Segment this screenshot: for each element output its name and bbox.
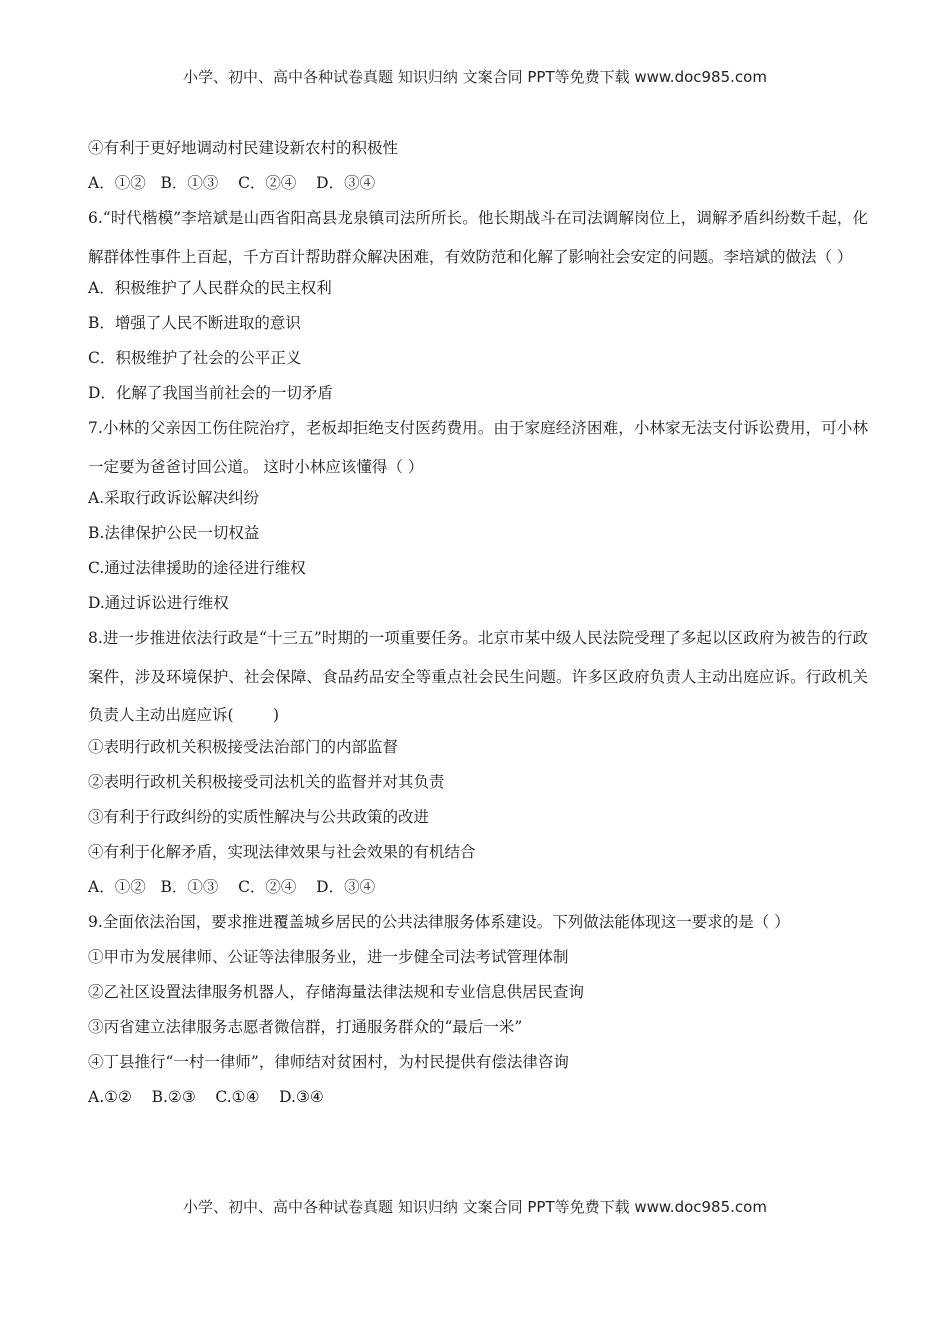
q8-item-2: ②表明行政机关积极接受司法机关的监督并对其负责	[88, 772, 445, 791]
q8-choices: A．①② B．①③ C．②④ D．③④	[88, 877, 376, 896]
q6-stem: 6.“时代楷模”李培斌是山西省阳高县龙泉镇司法所所长。他长期战斗在司法调解岗位上，调解矛盾纠纷数千起，化解群体性事件上百起，千方百计帮助群众解决困难，有效防范和化解了影响社会安定的问题。李培斌的做法（ ）	[88, 209, 868, 266]
q7-option-a: A.采取行政诉讼解决纠纷	[88, 489, 260, 507]
q6-option-d: D．化解了我国当前社会的一切矛盾	[88, 384, 333, 402]
q9-item-3: ③丙省建立法律服务志愿者微信群，打通服务群众的“最后一米”	[88, 1017, 523, 1036]
prev-choices: A．①② B．①③ C．②④ D．③④	[88, 174, 376, 192]
q6-option-a: A．积极维护了人民群众的民主权利	[88, 279, 332, 297]
q6-option-b: B．增强了人民不断进取的意识	[88, 314, 301, 332]
exam-content	[88, 136, 868, 1120]
q7-option-b: B.法律保护公民一切权益	[88, 524, 260, 542]
q8-item-4: ④有利于化解矛盾，实现法律效果与社会效果的有机结合	[88, 842, 476, 861]
prev-item-4: ④有利于更好地调动村民建设新农村的积极性	[88, 139, 399, 157]
q7-option-d: D.通过诉讼进行维权	[88, 594, 229, 612]
q8-item-3: ③有利于行政纠纷的实质性解决与公共政策的改进	[88, 807, 430, 826]
q9-item-2: ②乙社区设置法律服务机器人，存储海量法律法规和专业信息供居民查询	[88, 982, 585, 1001]
q9-stem: 9.全面依法治国，要求推进覆盖城乡居民的公共法律服务体系建设。下列做法能体现这一要求的是（ ）	[88, 912, 790, 931]
q8-item-1: ①表明行政机关积极接受法治部门的内部监督	[88, 737, 399, 756]
footer-banner: 小学、初中、高中各种试卷真题 知识归纳 文案合同 PPT等免费下载 www.doc985.com	[183, 1198, 767, 1216]
q9-choices: A.①② B.②③ C.①④ D.③④	[88, 1087, 324, 1106]
q9-item-1: ①甲市为发展律师、公证等法律服务业，进一步健全司法考试管理体制	[88, 947, 569, 966]
q7-option-c: C.通过法律援助的途径进行维权	[88, 559, 306, 577]
q9-item-4: ④丁县推行“一村一律师”，律师结对贫困村，为村民提供有偿法律咨询	[88, 1052, 569, 1071]
q8-stem: 8.进一步推进依法行政是“十三五”时期的一项重要任务。北京市某中级人民法院受理了多起以区政府为被告的行政案件，涉及环境保护、社会保障、食品药品安全等重点社会民生问题。许多区政府负责人主动出庭应诉。行政机关负责人主动出庭应诉( )	[88, 629, 868, 724]
header-banner: 小学、初中、高中各种试卷真题 知识归纳 文案合同 PPT等免费下载 www.doc985.com	[183, 68, 767, 86]
q7-stem: 7.小林的父亲因工伤住院治疗，老板却拒绝支付医药费用。由于家庭经济困难，小林家无法支付诉讼费用，可小林一定要为爸爸讨回公道。 这时小林应该懂得（ ）	[88, 419, 868, 476]
q6-option-c: C．积极维护了社会的公平正义	[88, 349, 302, 367]
